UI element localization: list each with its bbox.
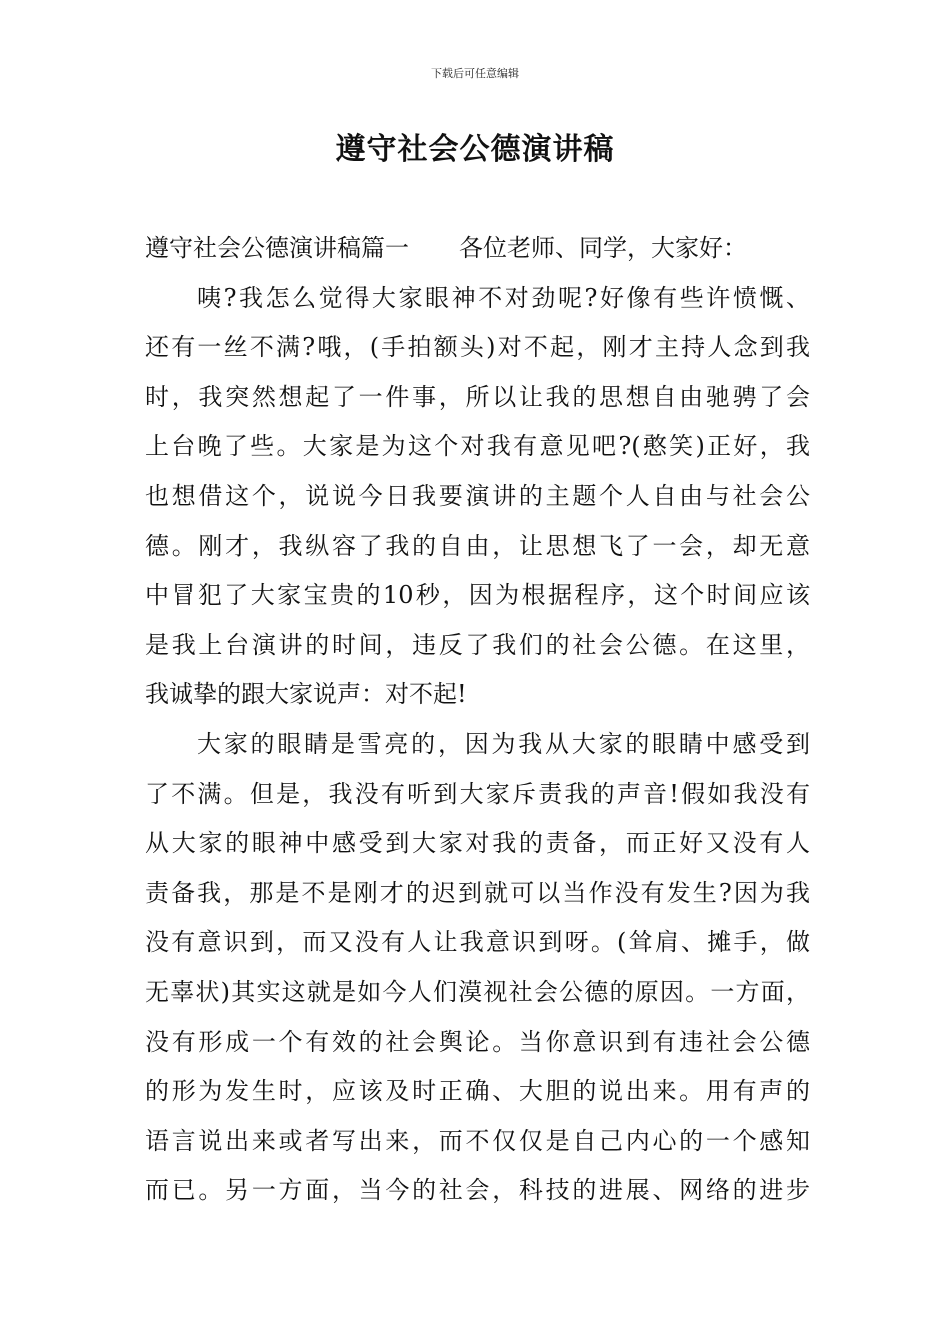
- paragraph-line: 也想借这个，说说今日我要演讲的主题个人自由与社会公: [145, 481, 810, 510]
- intro-heading: 遵守社会公德演讲稿篇一: [145, 234, 409, 262]
- paragraph-line: 无辜状)其实这就是如今人们漠视社会公德的原因。一方面，: [145, 977, 810, 1006]
- paragraph-line: 咦?我怎么觉得大家眼神不对劲呢?好像有些许愤慨、: [197, 283, 810, 312]
- greeting: 各位老师、同学，大家好：: [459, 234, 747, 262]
- paragraph-line: 而已。另一方面，当今的社会，科技的进展、网络的进步: [145, 1176, 810, 1205]
- paragraph-line: 从大家的眼神中感受到大家对我的责备，而正好又没有人: [145, 829, 810, 858]
- paragraph-line: 我诚挚的跟大家说声：对不起!: [145, 680, 467, 709]
- document-body: [145, 224, 810, 1216]
- paragraph-line: 时，我突然想起了一件事，所以让我的思想自由驰骋了会: [145, 382, 810, 411]
- header-note: 下载后可任意编辑: [431, 67, 519, 80]
- paragraph-line: 德。刚才，我纵容了我的自由，让思想飞了一会，却无意: [145, 531, 810, 560]
- paragraph-line: 大家的眼睛是雪亮的，因为我从大家的眼睛中感受到: [197, 729, 810, 758]
- paragraph-line: 上台晚了些。大家是为这个对我有意见吧?(憨笑)正好，我: [145, 432, 810, 461]
- paragraph-line: 是我上台演讲的时间，违反了我们的社会公德。在这里，: [145, 630, 810, 659]
- paragraph-line: 没有形成一个有效的社会舆论。当你意识到有违社会公德: [145, 1027, 810, 1056]
- paragraph-line: 了不满。但是，我没有听到大家斥责我的声音!假如我没有: [145, 779, 810, 808]
- document-title: 遵守社会公德演讲稿: [335, 132, 615, 167]
- paragraph-line: 中冒犯了大家宝贵的10秒，因为根据程序，这个时间应该: [145, 581, 810, 610]
- paragraph-line: 责备我，那是不是刚才的迟到就可以当作没有发生?因为我: [145, 878, 810, 907]
- paragraph-line: 没有意识到，而又没有人让我意识到呀。(耸肩、摊手，做: [145, 928, 810, 957]
- paragraph-line: 语言说出来或者写出来，而不仅仅是自己内心的一个感知: [145, 1126, 810, 1155]
- paragraph-line: 还有一丝不满?哦，(手拍额头)对不起，刚才主持人念到我: [145, 333, 810, 362]
- paragraph-line: 的形为发生时，应该及时正确、大胆的说出来。用有声的: [145, 1077, 810, 1106]
- intro-line: [145, 224, 810, 274]
